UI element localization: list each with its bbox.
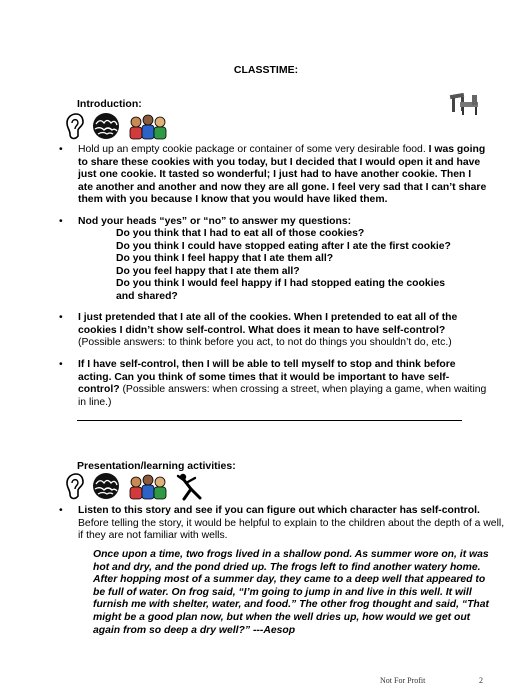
- section-divider: [77, 420, 462, 421]
- brain-icon: [90, 473, 122, 501]
- section-heading-introduction: Introduction:: [77, 98, 142, 110]
- page-title: CLASSTIME:: [233, 64, 299, 76]
- intro-bullet-1: • Hold up an empty cookie package or container of some very desirable food. I was going to share these cookies with you today, but I decided that I would open it and have just one cookie. It tasted so wonderful; I just had to have another cookie. Then I ate another and another and now they are all gone. I feel very sad that I can’t share them with you because I know that you would have liked them.: [59, 144, 487, 206]
- intro-icon-row: [64, 113, 168, 141]
- group-of-people-icon: [128, 113, 168, 141]
- intro-bullet-2: • Nod your heads “yes” or “no” to answer my questions:: [59, 216, 489, 230]
- presentation-bullet-1-note: Before telling the story, it would be helpful to explain to the children about the depth of a well, if they are not familiar with wells.: [78, 517, 505, 542]
- intro-bullet-3: • I just pretended that I ate all of the cookies. When I pretended to eat all of the cookies I didn’t show self-control. What does it mean to have self-control? (Possible answers: to think before you act, to not do things you shouldn’t do, etc.): [59, 312, 458, 349]
- intro-bullet-3-script: I just pretended that I ate all of the cookies. When I pretended to eat all of the cookies I didn’t show self-control. What does it mean to have self-control?: [78, 312, 458, 336]
- presentation-bullet-1-script: Listen to this story and see if you can figure out which character has self-control.: [78, 505, 480, 516]
- intro-bullet-3-answers: (Possible answers: to think before you act, to not do things you shouldn’t do, etc.): [78, 337, 452, 349]
- question-1: Do you think that I had to eat all of those cookies?: [116, 228, 365, 239]
- presentation-icon-row: [64, 472, 204, 502]
- section-heading-presentation: Presentation/learning activities:: [77, 460, 236, 472]
- footer-not-for-profit: Not For Profit: [380, 676, 426, 685]
- aesop-story: Once upon a time, two frogs lived in a shallow pond. As summer wore on, it was hot and dry, and the pond dried up. The frogs left to find another watery home. After hopping most of a summer day, they came to a deep well that appeared to be full of water. On frog said, “I’m going to jump in and live in this well. It will furnish me with shelter, water, and food.” The other frog thought and said, “That might be a good plan now, but when the well dries up, how would we get out again from so deep a dry well?” ---Aesop: [93, 549, 490, 636]
- question-2: Do you think I could have stopped eating after I ate the first cookie?: [116, 240, 451, 252]
- desk-and-chair-icon: [446, 90, 482, 118]
- stretching-person-icon: [174, 472, 204, 502]
- ear-icon: [64, 113, 84, 141]
- ear-icon: [64, 473, 84, 501]
- question-4: Do you feel happy that I ate them all?: [116, 265, 300, 277]
- group-of-people-icon: [128, 473, 168, 501]
- question-3: Do you think I feel happy that I ate them all?: [116, 253, 334, 265]
- intro-bullet-4-script: If I have self-control, then I will be able to tell myself to stop and think before acting. Can you think of some times that it would be important to have self-control?: [78, 359, 456, 396]
- intro-bullet-1-instruction: Hold up an empty cookie package or container of some very desirable food.: [78, 144, 426, 155]
- intro-bullet-4-answers: (Possible answers: when crossing a street, when playing a game, when waiting in line.): [78, 384, 487, 408]
- presentation-bullet-1: • Listen to this story and see if you can figure out which character has self-control. Before telling the story, it would be helpful to explain to the children about the depth of a well, if they are not familiar with wells.: [59, 505, 505, 542]
- intro-bullet-1-script: I was going to share these cookies with you today, but I decided that I would open it and have just one cookie. It tasted so wonderful; I just had to have another cookie. Then I ate another and another and now they are all gone. I feel very sad that I can’t share them with you because I know that you would have liked them.: [78, 144, 487, 206]
- brain-icon: [90, 113, 122, 141]
- intro-bullet-2-lead: Nod your heads “yes” or “no” to answer my questions:: [78, 216, 352, 227]
- page-number: 2: [479, 676, 483, 685]
- question-5: Do you think I would feel happy if I had stopped eating the cookies and shared?: [116, 278, 446, 302]
- intro-bullet-4: • If I have self-control, then I will be able to tell myself to stop and think before acting. Can you think of some times that it would be important to have self-control? (Possible answers: when crossing a street, when playing a game, when waiting in line.): [59, 359, 487, 408]
